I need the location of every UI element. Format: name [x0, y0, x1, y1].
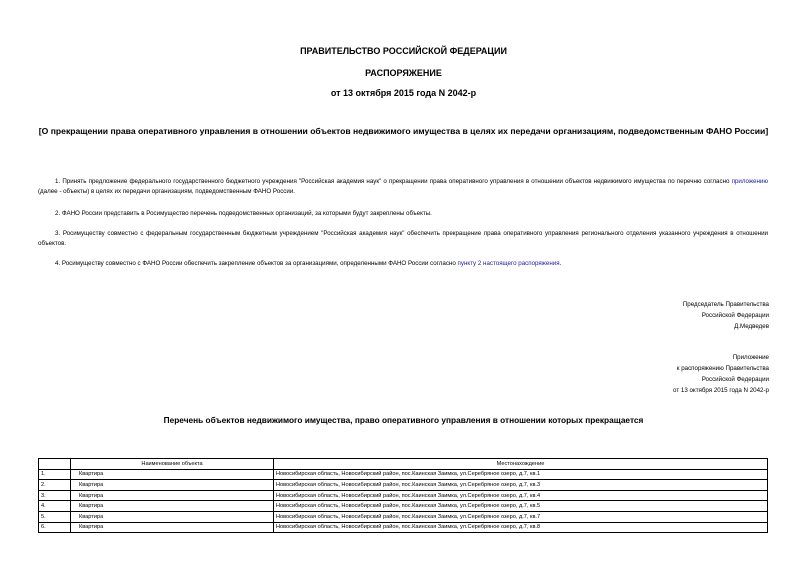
object-name-text: Квартира	[79, 471, 104, 478]
object-name-text: Квартира	[79, 503, 104, 510]
government-heading: ПРАВИТЕЛЬСТВО РОССИЙСКОЙ ФЕДЕРАЦИИ	[300, 46, 507, 56]
appendix-block	[673, 352, 769, 396]
signature-name: Д.Медведев	[734, 323, 769, 330]
table-row	[39, 480, 768, 491]
table-row	[39, 469, 768, 480]
column-header-location: Местонахождение	[274, 459, 768, 470]
signature-position: Председатель Правительства	[682, 301, 769, 308]
object-name-text: Квартира	[79, 513, 104, 520]
object-location: Новосибирская область, Новосибирский район, пос.Каинская Заимка, ул.Серебряное озеро, д.7, кв.7	[274, 511, 768, 522]
row-number: 5.	[39, 511, 71, 522]
paragraph-1	[38, 177, 768, 197]
document-date: от 13 октября 2015 года N 2042-р	[330, 88, 477, 98]
object-name-text: Квартира	[79, 481, 104, 488]
signature-block	[683, 299, 769, 332]
table-row	[39, 501, 768, 512]
paragraph-1-text-end: (далее - объекты) в целях их передачи организациям, подведомственным ФАНО России.	[38, 188, 296, 195]
row-number: 3.	[39, 490, 71, 501]
paragraph-1-text-start: 1. Принять предложение федерального государственного бюджетного учреждения "Российская академия наук" о прекращении права оперативного управления в отношении объектов недвижимого имущества по перечню согласно	[55, 178, 732, 185]
object-name-text: Квартира	[79, 492, 104, 499]
object-name	[71, 501, 274, 512]
appendix-link[interactable]: приложению	[731, 178, 768, 185]
column-header-number	[39, 459, 71, 470]
object-location: Новосибирская область, Новосибирский район, пос.Каинская Заимка, ул.Серебряное озеро, д.7, кв.5	[274, 501, 768, 512]
clause-2-link[interactable]: пункту 2 настоящего распоряжения	[457, 260, 560, 267]
document-title: [О прекращении права оперативного управления в отношении объектов недвижимого имущества в целях их передачи организациям, подведомственным ФАНО России]	[38, 126, 769, 136]
row-number: 6.	[39, 522, 71, 533]
row-number: 1.	[39, 469, 71, 480]
object-location: Новосибирская область, Новосибирский район, пос.Каинская Заимка, ул.Серебряное озеро, д.7, кв.4	[274, 490, 768, 501]
table-header-row	[39, 459, 768, 470]
object-location: Новосибирская область, Новосибирский район, пос.Каинская Заимка, ул.Серебряное озеро, д.7, кв.3	[274, 480, 768, 491]
object-name	[71, 490, 274, 501]
appendix-label: Приложение	[732, 354, 769, 361]
object-name-text: Квартира	[79, 524, 104, 531]
object-name	[71, 511, 274, 522]
table-row	[39, 490, 768, 501]
object-name	[71, 522, 274, 533]
row-number: 2.	[39, 480, 71, 491]
appendix-date: от 13 октября 2015 года N 2042-р	[673, 387, 769, 394]
paragraph-4-text-start: 4. Росимуществу совместно с ФАНО России обеспечить закрепление объектов за организациями, определенными ФАНО России согласно	[55, 260, 458, 267]
table-row	[39, 522, 768, 533]
document-type-heading: РАСПОРЯЖЕНИЕ	[365, 68, 442, 78]
object-name	[71, 480, 274, 491]
paragraph-4	[38, 259, 768, 269]
paragraph-3: 3. Росимуществу совместно с федеральным государственным бюджетным учреждением "Российская академия наук" обеспечить прекращение права оперативного управления регионального отделения указанного учреждения в отношении объектов.	[38, 230, 768, 247]
signature-country: Российской Федерации	[701, 312, 769, 319]
objects-table	[38, 458, 768, 533]
appendix-country: Российской Федерации	[701, 376, 769, 383]
object-location: Новосибирская область, Новосибирский район, пос.Каинская Заимка, ул.Серебряное озеро, д.7, кв.1	[274, 469, 768, 480]
list-title: Перечень объектов недвижимого имущества, право оперативного управления в отношении которых прекращается	[163, 415, 644, 425]
row-number: 4.	[39, 501, 71, 512]
object-name	[71, 469, 274, 480]
paragraph-2: 2. ФАНО России представить в Росимущество перечень подведомственных организаций, за которыми будут закреплены объекты.	[55, 210, 432, 217]
appendix-reference: к распоряжению Правительства	[676, 365, 769, 372]
table-row	[39, 511, 768, 522]
object-location: Новосибирская область, Новосибирский район, пос.Каинская Заимка, ул.Серебряное озеро, д.7, кв.8	[274, 522, 768, 533]
column-header-name: Наименование объекта	[71, 459, 274, 470]
paragraph-4-text-end: .	[559, 260, 562, 267]
